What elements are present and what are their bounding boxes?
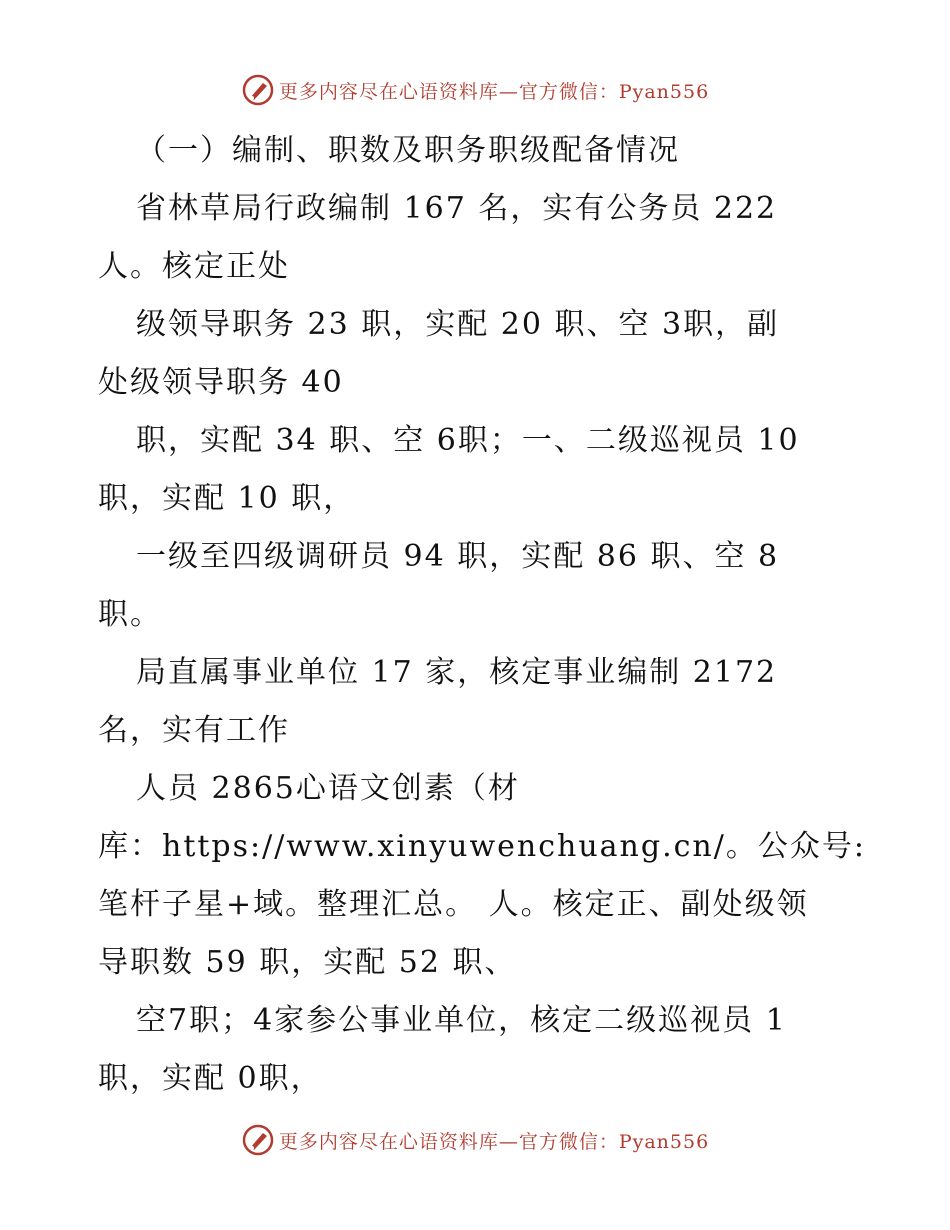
body-line: 处级领导职务 40 xyxy=(98,365,344,400)
body-line: 职。 xyxy=(98,597,162,632)
pen-circle-logo-icon xyxy=(241,1123,275,1157)
watermark-text: 更多内容尽在心语资料库—官方微信：Pyan556 xyxy=(278,1130,710,1153)
body-line: 空7职；4家参公事业单位，核定二级巡视员 1 xyxy=(136,1003,787,1038)
body-line: 职，实配 34 职、空 6职；一、二级巡视员 10 xyxy=(136,423,800,458)
document-body xyxy=(98,122,866,1108)
footer-watermark xyxy=(0,1120,950,1160)
body-line: 人。核定正处 xyxy=(98,249,290,284)
body-line: 导职数 59 职，实配 52 职、 xyxy=(98,945,517,980)
body-line: 一级至四级调研员 94 职，实配 86 职、空 8 xyxy=(136,539,780,574)
body-line: 笔杆子星+域。整理汇总。 人。核定正、副处级领 xyxy=(98,887,809,922)
body-line: 名，实有工作 xyxy=(98,713,290,748)
body-line: 人员 2865心语文创素（材 xyxy=(136,771,520,806)
pen-circle-logo-icon xyxy=(241,73,275,107)
body-line: 库：https://www.xinyuwenchuang.cn/。公众号: xyxy=(98,829,866,864)
body-line: 级领导职务 23 职，实配 20 职、空 3职，副 xyxy=(136,307,780,342)
body-line: 省林草局行政编制 167 名，实有公务员 222 xyxy=(136,191,778,226)
header-watermark xyxy=(0,70,950,110)
section-heading: （一）编制、职数及职务职级配备情况 xyxy=(136,133,680,168)
body-line: 局直属事业单位 17 家，核定事业编制 2172 xyxy=(136,655,778,690)
body-line: 职，实配 0职， xyxy=(98,1061,323,1096)
body-line: 职，实配 10 职， xyxy=(98,481,356,516)
watermark-text: 更多内容尽在心语资料库—官方微信：Pyan556 xyxy=(278,80,710,103)
